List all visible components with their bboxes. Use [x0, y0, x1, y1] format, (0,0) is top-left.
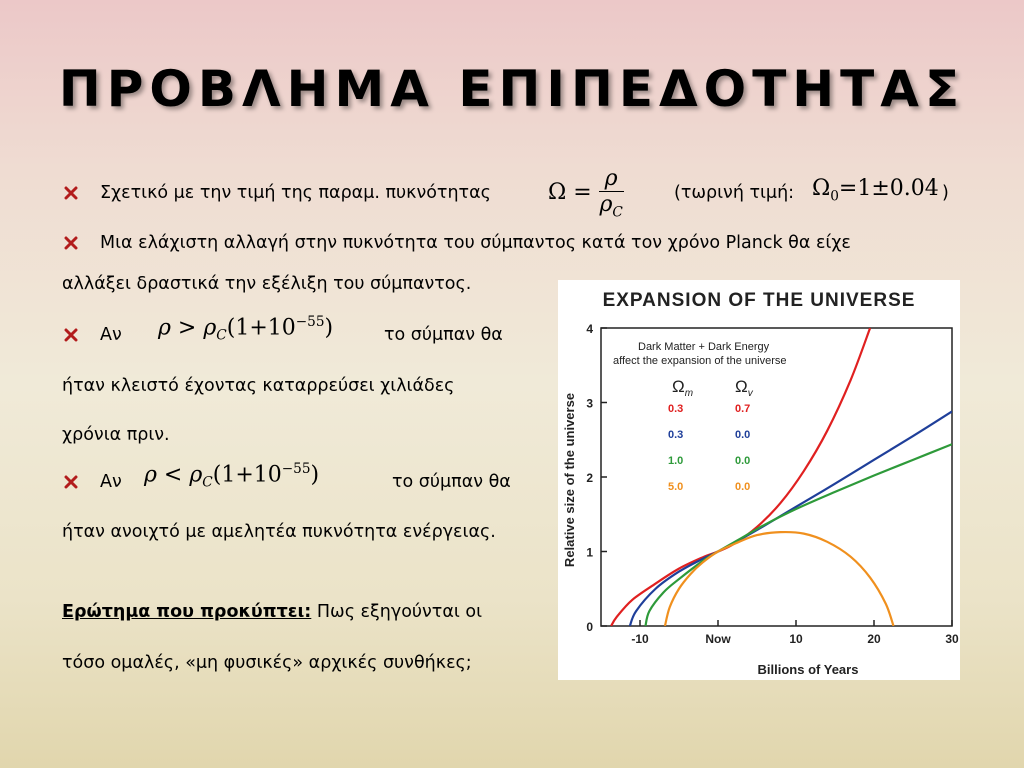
x-tick-label: 30: [945, 632, 959, 646]
y-tick-label: 2: [586, 471, 593, 485]
x-tick-label: -10: [631, 632, 649, 646]
x-bullet-icon: [64, 328, 78, 342]
chart-title: EXPANSION OF THE UNIVERSE: [602, 290, 916, 311]
chart-xlabel: Billions of Years: [757, 662, 859, 677]
bullet2-line2: αλλάξει δραστικά την εξέλιξη του σύμπαντος.: [62, 274, 472, 294]
chart-plot-frame: [601, 328, 952, 626]
bullet3-line2: ήταν κλειστό έχοντας καταρρεύσει χιλιάδες: [62, 376, 455, 396]
y-tick-label: 4: [586, 322, 593, 336]
bullet2-line1: Μια ελάχιστη αλλαγή στην πυκνότητα του σύμπαντος κατά τον χρόνο Planck θα είχε: [100, 233, 851, 253]
series-line-3: [665, 532, 894, 626]
bullet3-suffix: το σύμπαν θα: [384, 325, 503, 345]
series-line-2: [645, 444, 952, 626]
legend-omega-v-value: 0.0: [735, 429, 751, 441]
x-tick-label: 20: [867, 632, 881, 646]
x-bullet-icon: [64, 186, 78, 200]
legend-omega-v-value: 0.0: [735, 481, 751, 493]
legend-omega-m-value: 5.0: [668, 481, 684, 493]
legend-omega-m-value: 0.3: [668, 429, 684, 441]
current-value-paren-close: ): [942, 183, 949, 203]
expansion-chart-svg: [558, 280, 960, 680]
question-text1: Πως εξηγούνται οι: [316, 602, 482, 622]
bullet4-suffix: το σύμπαν θα: [392, 472, 511, 492]
legend-omega-m-value: 1.0: [668, 455, 684, 467]
legend-header-omega-m: $\Omega_m$: [672, 377, 694, 399]
y-tick-label: 3: [586, 396, 593, 411]
chart-annotation-line2: affect the expansion of the universe: [613, 355, 787, 367]
current-value-formula: $\Omega_0=1\pm 0.04$: [812, 176, 939, 205]
closed-universe-formula: $\rho > \rho_C(1+10^{-55})$: [158, 314, 334, 344]
legend-omega-m-value: 0.3: [668, 403, 684, 415]
x-tick-label: Now: [705, 632, 731, 646]
chart-annotation-line1: Dark Matter + Dark Energy: [638, 341, 770, 353]
bullet3-prefix: Αν: [100, 325, 122, 345]
bullet3-line3: χρόνια πριν.: [62, 425, 170, 445]
y-tick-label: 0: [586, 620, 593, 634]
slide-title: ΠΡΟΒΛΗΜΑ ΕΠΙΠΕΔΟΤΗΤΑΣ: [58, 60, 966, 118]
bullet4-prefix: Αν: [100, 472, 122, 492]
series-line-0: [611, 328, 870, 626]
current-value-paren-open: (τωρινή τιμή:: [674, 183, 795, 203]
x-bullet-icon: [64, 475, 78, 489]
open-universe-formula: $\rho < \rho_C(1+10^{-55})$: [144, 461, 320, 491]
question-text2: τόσο ομαλές, «μη φυσικές» αρχικές συνθήκες;: [62, 653, 472, 673]
y-tick-label: 1: [586, 545, 593, 560]
legend-header-omega-v: $\Omega_v$: [735, 377, 753, 399]
expansion-chart: [558, 280, 960, 680]
legend-omega-v-value: 0.7: [735, 403, 751, 415]
chart-ylabel: Relative size of the universe: [562, 392, 577, 568]
bullet4-line2: ήταν ανοιχτό με αμελητέα πυκνότητα ενέργειας.: [62, 522, 496, 542]
question-label: Ερώτημα που προκύπτει:: [62, 602, 312, 622]
x-tick-label: 10: [789, 632, 803, 646]
legend-omega-v-value: 0.0: [735, 455, 751, 467]
omega-formula: Ω = $\frac{\rho}{\rho_C}$: [548, 166, 623, 221]
series-line-1: [630, 411, 952, 626]
question-line1: [62, 601, 482, 623]
bullet1-text: Σχετικό με την τιμή της παραμ. πυκνότητας: [100, 183, 491, 203]
x-bullet-icon: [64, 236, 78, 250]
